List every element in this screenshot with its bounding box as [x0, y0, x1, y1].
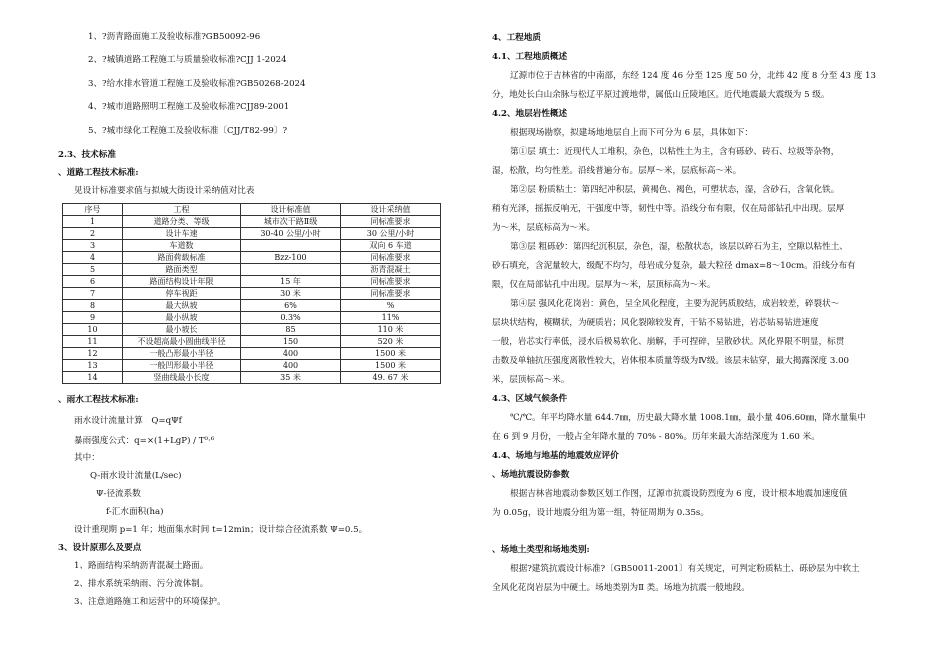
- body-text-line: 在 6 到 9 月份，一般占全年降水量的 70% - 80%。历年来最大冻结深度为 1.60 米。: [492, 432, 820, 442]
- table-cell: 同标准要求: [341, 276, 441, 288]
- table-cell: 85: [241, 324, 341, 336]
- comparison-table: [62, 203, 441, 384]
- body-text-line: 为 0.05g，设计地震分组为第一组，特征周期为 0.35s。: [492, 508, 709, 518]
- column-header: 设计标准值: [241, 204, 341, 216]
- table-cell: 150: [241, 336, 341, 348]
- rain-line: 暴雨强度公式：q=×(1+LgP) / T⁰·⁶: [74, 436, 215, 446]
- table-cell: 1: [63, 216, 123, 228]
- table-cell: 110 米: [341, 324, 441, 336]
- standard-item: 2、?城镇道路工程施工与质量验收标准?CJJ 1-2024: [88, 55, 287, 65]
- table-cell: 0.3%: [241, 312, 341, 324]
- body-text-line: 根据现场勘察，拟建场地地层自上而下可分为 6 层，具体如下：: [510, 128, 753, 138]
- table-cell: 停车视距: [123, 288, 241, 300]
- table-row: [63, 324, 441, 336]
- standard-item: 3、?给水排水管道工程施工及验收标准?GB50268-2024: [88, 79, 306, 89]
- body-text-line: 根据?建筑抗震设计标准?〔GB50011-2001〕有关规定，可判定粉质粘土、砾砂层为中软土: [510, 564, 860, 574]
- body-text-line: 全风化花岗岩层为中硬土。场地类别为Ⅱ 类。场地为抗震一般地段。: [492, 583, 750, 593]
- table-row: [63, 216, 441, 228]
- table-row: [63, 336, 441, 348]
- body-text-line: 分，地处长白山余脉与松辽平原过渡地带，属低山丘陵地区。近代地震最大震级为 5 级。: [492, 90, 830, 100]
- table-cell: 城市次干路Ⅱ级: [241, 216, 341, 228]
- table-cell: 沥青混凝土: [341, 264, 441, 276]
- table-cell: 30-40 公里/小时: [241, 228, 341, 240]
- body-text-line: 根据吉林省地震动参数区划工作图，辽源市抗震设防烈度为 6 度，设计根本地震加速度值: [510, 489, 848, 499]
- body-text-line: 为～米，层底标高为～米。: [492, 223, 596, 233]
- table-cell: 路面类型: [123, 264, 241, 276]
- table-cell: 49. 67 米: [341, 372, 441, 384]
- section-heading: 2.3、技术标准: [58, 150, 116, 160]
- body-text-line: 第②层 粉质粘土：第四纪冲积层，黄褐色、褐色，可塑状态，湿，含砂石，含氧化铁。: [510, 185, 840, 195]
- body-text-line: 击数及单轴抗压强度离散性较大，岩体根本质量等级为Ⅳ级。该层未钻穿，最大揭露深度 3.00: [492, 356, 850, 366]
- section-heading: 4.3、区域气候条件: [492, 394, 568, 404]
- rain-line: 其中：: [74, 453, 100, 463]
- section-heading: 4.4、场地与地基的地震效应评价: [492, 451, 619, 461]
- table-row: [63, 288, 441, 300]
- table-cell: 路面荷载标准: [123, 252, 241, 264]
- table-cell: 4: [63, 252, 123, 264]
- body-text-line: 米，层顶标高～米。: [492, 375, 570, 385]
- body-text-line: 第③层 粗砾砂：第四纪沉积层，杂色，湿，松散状态，该层以碎石为主，空隙以粘性土、: [510, 242, 848, 252]
- principle-item: 1、路面结构采纳沥青混凝土路面。: [74, 561, 209, 571]
- section-heading: 、场地土类型和场地类别:: [492, 545, 590, 555]
- section-heading: 、场地抗震设防参数: [492, 470, 570, 480]
- table-cell: 同标准要求: [341, 252, 441, 264]
- column-header: 工程: [123, 204, 241, 216]
- table-cell: 13: [63, 360, 123, 372]
- rain-line: Q-雨水设计流量(L/sec): [90, 471, 182, 481]
- table-cell: 30 公里/小时: [341, 228, 441, 240]
- table-row: [63, 300, 441, 312]
- table-row: [63, 228, 441, 240]
- table-cell: 11%: [341, 312, 441, 324]
- table-cell: 车道数: [123, 240, 241, 252]
- body-text-line: 湿，松散，均匀性差。沿线普遍分布。层厚～米，层底标高～米。: [492, 166, 742, 176]
- column-header: 序号: [63, 204, 123, 216]
- table-cell: 10: [63, 324, 123, 336]
- table-cell: 15 年: [241, 276, 341, 288]
- rain-line: 设计重现期 p=1 年；地面集水时间 t=12min；设计综合径流系数 Ψ=0.5。: [74, 525, 368, 535]
- column-header: 设计采纳值: [341, 204, 441, 216]
- rain-line: f-汇水面积(ha): [106, 507, 164, 517]
- principle-item: 2、排水系统采纳雨、污分流体制。: [74, 579, 209, 589]
- table-cell: 400: [241, 360, 341, 372]
- road-standard-heading: 、道路工程技术标准:: [58, 168, 139, 178]
- standard-item: 4、?城市道路照明工程施工及验收标准?CJJ89-2001: [88, 102, 290, 112]
- section-heading: 3、设计原那么及要点: [58, 543, 142, 553]
- rain-standard-heading: 、雨水工程技术标准:: [58, 395, 139, 405]
- table-cell: 520 米: [341, 336, 441, 348]
- body-text-line: 一般，岩芯实行率低，浸水后极易软化、崩解，手可捏碎，呈散砂状。风化界限不明显，标贯: [492, 337, 845, 347]
- table-cell: 6%: [241, 300, 341, 312]
- body-text-line: ℃/℃。年平均降水量 644.7㎜，历史最大降水量 1008.1㎜，最小量 406.60㎜，降水量集中: [510, 413, 866, 423]
- rain-line: 雨水设计流量计算 Q=qΨf: [74, 416, 182, 426]
- body-text-line: 稍有光泽，摇振反响无，干强度中等，韧性中等。沿线分布有限，仅在局部钻孔中出现。层厚: [492, 204, 845, 214]
- table-cell: %: [341, 300, 441, 312]
- table-cell: 最小坡长: [123, 324, 241, 336]
- body-text-line: 第④层 强风化花岗岩：黄色，呈全风化程度，主要为泥钙质胶结，成岩较差，碎裂状～: [510, 299, 840, 309]
- table-row: [63, 264, 441, 276]
- table-row: [63, 240, 441, 252]
- table-cell: 路面结构设计年限: [123, 276, 241, 288]
- table-cell: 14: [63, 372, 123, 384]
- table-cell: [241, 240, 341, 252]
- table-cell: 最小纵坡: [123, 312, 241, 324]
- table-cell: 6: [63, 276, 123, 288]
- table-cell: 双向 6 车道: [341, 240, 441, 252]
- table-cell: 同标准要求: [341, 216, 441, 228]
- table-cell: 同标准要求: [341, 288, 441, 300]
- table-row: [63, 372, 441, 384]
- table-cell: 设计车速: [123, 228, 241, 240]
- section-heading: 4.1、工程地质概述: [492, 52, 568, 62]
- table-cell: 不设超高最小圆曲线半径: [123, 336, 241, 348]
- table-row: [63, 312, 441, 324]
- table-caption: 见设计标准要求值与拟城大街设计采纳值对比表: [74, 186, 255, 196]
- table-cell: [241, 264, 341, 276]
- table-cell: 35 米: [241, 372, 341, 384]
- table-cell: 1500 米: [341, 360, 441, 372]
- table-row: [63, 360, 441, 372]
- table-cell: 5: [63, 264, 123, 276]
- standard-item: 1、?沥青路面施工及验收标准?GB50092-96: [88, 32, 261, 42]
- table-cell: 3: [63, 240, 123, 252]
- body-text-line: 第①层 填土：近现代人工堆积，杂色，以粘性土为主，含有砾砂、砖石、垃圾等杂物，: [510, 147, 840, 157]
- table-row: [63, 252, 441, 264]
- table-cell: 一般凸形最小半径: [123, 348, 241, 360]
- section-heading: 4.2、地层岩性概述: [492, 109, 568, 119]
- standard-item: 5、?城市绿化工程施工及验收标准〔CJJ/T82-99〕?: [88, 126, 288, 136]
- table-cell: 9: [63, 312, 123, 324]
- table-cell: 400: [241, 348, 341, 360]
- table-header-row: [63, 204, 441, 216]
- table-row: [63, 348, 441, 360]
- table-cell: Bzz-100: [241, 252, 341, 264]
- rain-line: Ψ-径流系数: [96, 489, 141, 499]
- table-cell: 30 米: [241, 288, 341, 300]
- table-cell: 一般凹形最小半径: [123, 360, 241, 372]
- table-cell: 道路分类、等级: [123, 216, 241, 228]
- table-cell: 7: [63, 288, 123, 300]
- body-text-line: 砂石填充，含泥量较大，级配不均匀，母岩成分复杂，最大粒径 dmax=8～10cm。沿线分布有: [492, 261, 856, 271]
- body-text-line: 辽源市位于吉林省的中南部，东经 124 度 46 分至 125 度 50 分，北纬 42 度 8 分至 43 度 13: [510, 71, 876, 81]
- section-heading: 4、工程地质: [492, 33, 541, 43]
- table-cell: 竖曲线最小长度: [123, 372, 241, 384]
- principle-item: 3、注意道路施工和运营中的环境保护。: [74, 597, 226, 607]
- table-cell: 最大纵坡: [123, 300, 241, 312]
- table-cell: 8: [63, 300, 123, 312]
- table-cell: 11: [63, 336, 123, 348]
- table-cell: 2: [63, 228, 123, 240]
- table-cell: 1500 米: [341, 348, 441, 360]
- body-text-line: 层块状结构，模糊状，为硬质岩；风化裂隙较发育，干钻不易钻进，岩芯钻易钻进速度: [492, 318, 819, 328]
- body-text-line: 限，仅在局部钻孔中出现。层厚为～米，层顶标高为～米。: [492, 280, 716, 290]
- table-cell: 12: [63, 348, 123, 360]
- table-row: [63, 276, 441, 288]
